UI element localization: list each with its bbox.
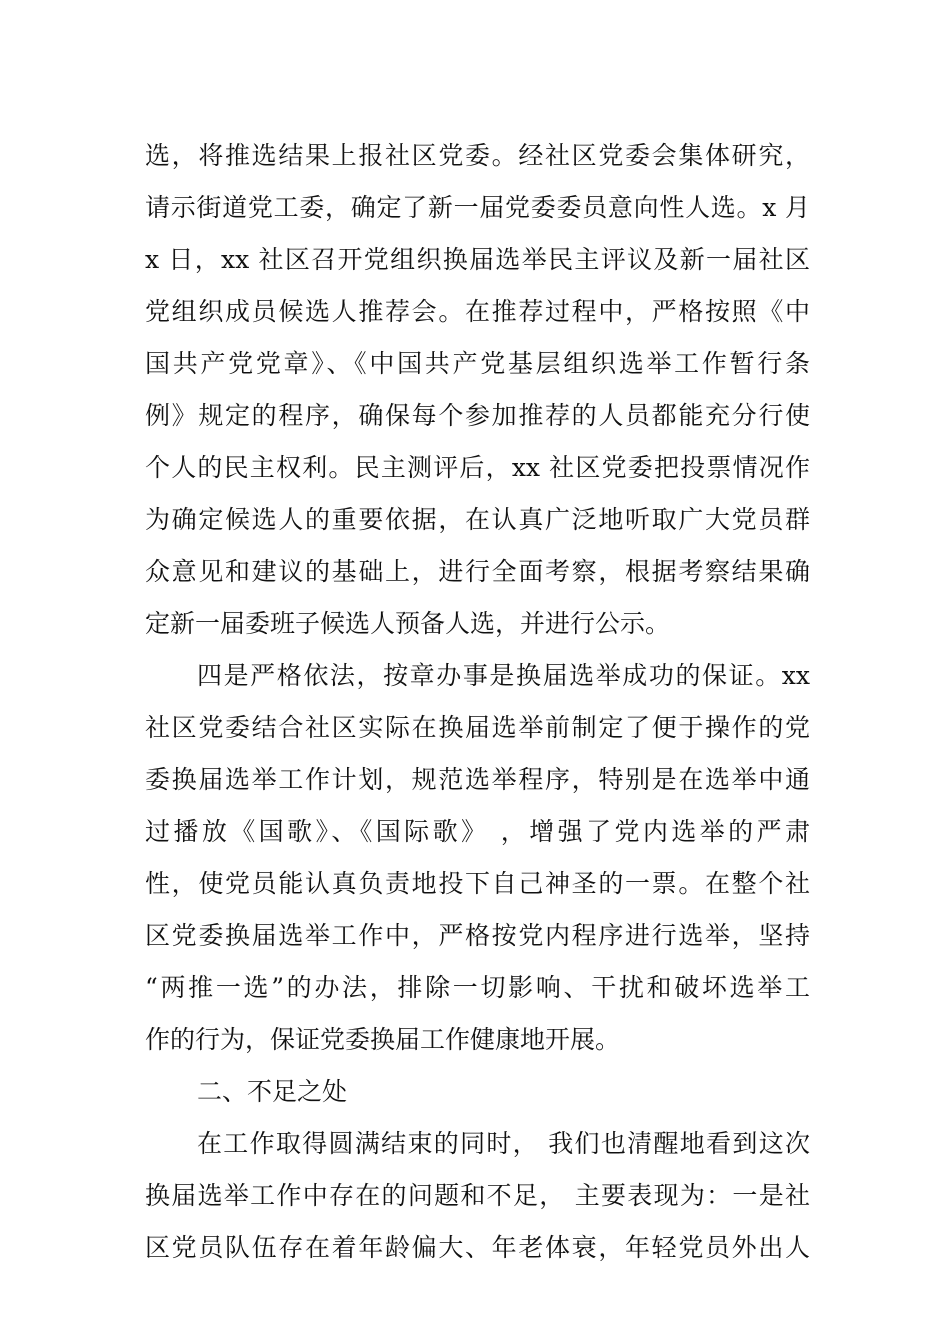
text-line-11: 四是严格依法，按章办事是换届选举成功的保证。xx xyxy=(197,661,810,690)
text-line-12: 社区党委结合社区实际在换届选举前制定了便于操作的党 xyxy=(145,713,810,742)
text-line-3: x 日，xx 社区召开党组织换届选举民主评议及新一届社区 xyxy=(145,245,810,274)
text-line-17: “两推一选”的办法，排除一切影响、干扰和破坏选举工 xyxy=(145,973,810,1002)
text-line-4: 党组织成员候选人推荐会。在推荐过程中，严格按照《中 xyxy=(145,297,810,326)
text-line-2: 请示街道党工委，确定了新一届党委委员意向性人选。x 月 xyxy=(145,193,810,222)
text-line-20: 在工作取得圆满结束的同时， 我们也清醒地看到这次 xyxy=(197,1129,810,1158)
text-line-14: 过播放《国歌》、《国际歌》 ，增强了党内选举的严肃 xyxy=(145,817,810,846)
text-line-1: 选，将推选结果上报社区党委。经社区党委会集体研究， xyxy=(145,141,810,170)
text-line-8: 为确定候选人的重要依据，在认真广泛地听取广大党员群 xyxy=(145,505,810,534)
text-line-9: 众意见和建议的基础上，进行全面考察，根据考察结果确 xyxy=(145,557,810,586)
text-line-21: 换届选举工作中存在的问题和不足， 主要表现为：一是社 xyxy=(145,1181,810,1210)
text-line-15: 性，使党员能认真负责地投下自己神圣的一票。在整个社 xyxy=(145,869,810,898)
text-line-18: 作的行为，保证党委换届工作健康地开展。 xyxy=(145,1025,621,1054)
text-line-16: 区党委换届选举工作中，严格按党内程序进行选举，坚持 xyxy=(145,921,810,950)
text-line-5: 国共产党党章》、《中国共产党基层组织选举工作暂行条 xyxy=(145,349,810,378)
text-line-13: 委换届选举工作计划，规范选举程序，特别是在选举中通 xyxy=(145,765,810,794)
text-line-10: 定新一届委班子候选人预备人选，并进行公示。 xyxy=(145,609,671,638)
text-line-6: 例》规定的程序，确保每个参加推荐的人员都能充分行使 xyxy=(145,401,810,430)
section-heading: 二、不足之处 xyxy=(197,1077,348,1106)
text-line-7: 个人的民主权利。民主测评后，xx 社区党委把投票情况作 xyxy=(145,453,810,482)
body-text xyxy=(145,130,810,1274)
text-line-22: 区党员队伍存在着年龄偏大、年老体衰，年轻党员外出人 xyxy=(145,1233,810,1262)
